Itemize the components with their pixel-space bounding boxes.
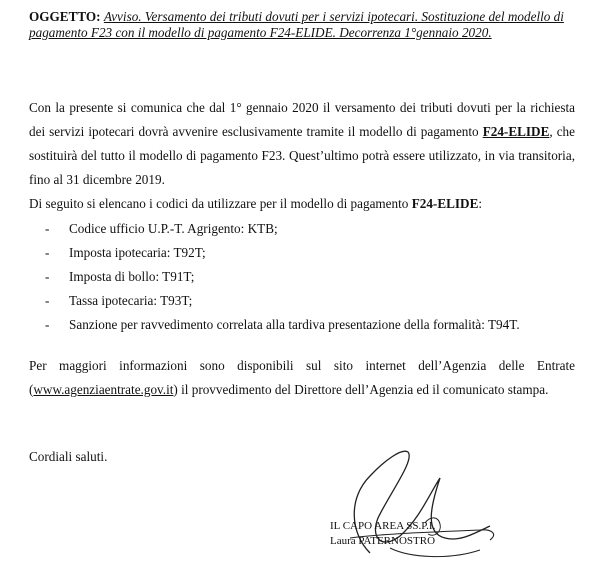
list-item-text: Sanzione per ravvedimento correlata alla tardiva presentazione della formalità: T94T. xyxy=(69,317,520,332)
more-info-text-1: Per maggiori informazioni sono disponibili sul sito internet dell’Agenzia delle Entrate ( xyxy=(29,358,575,397)
list-item-text: Codice ufficio U.P.-T. Agrigento: KTB; xyxy=(69,221,278,236)
list-item-text: Tassa ipotecaria: T93T; xyxy=(69,293,193,308)
signatory-name: Laura PATERNOSTRO xyxy=(330,535,436,547)
intro-text-1: Con la presente si comunica che dal 1° gennaio 2020 il versamento dei tributi dovuti per la richiesta dei servizi ipotecari dovrà avvenire esclusivamente tramite il modello di pagamento xyxy=(29,100,575,139)
more-info-text-2: ) il provvedimento del Direttore dell’Agenzia ed il comunicato stampa. xyxy=(173,382,549,397)
list-dash: - xyxy=(45,293,50,308)
subject-label: OGGETTO: xyxy=(29,9,101,24)
signature-block xyxy=(330,438,510,568)
intro-paragraph xyxy=(29,96,575,216)
list-dash: - xyxy=(45,317,50,332)
subject xyxy=(29,9,574,41)
codes-colon: : xyxy=(478,196,483,211)
list-item xyxy=(45,217,575,241)
closing-greeting: Cordiali saluti. xyxy=(29,449,108,464)
subject-text: Avviso. Versamento dei tributi dovuti per i servizi ipotecari. Sostituzione del modello di pagamento F23 con il modello di pagamento F24-ELIDE. Decorrenza 1°gennaio 2020. xyxy=(29,9,564,40)
list-item xyxy=(45,289,575,313)
signatory-title: IL CAPO AREA SS.P.I. xyxy=(330,520,436,532)
list-dash: - xyxy=(45,269,50,284)
website-link[interactable]: www.agenziaentrate.gov.it xyxy=(33,382,174,397)
codes-model-name: F24-ELIDE xyxy=(411,196,479,211)
codes-list xyxy=(45,217,575,337)
list-item xyxy=(45,241,575,265)
more-info-paragraph xyxy=(29,354,575,402)
list-dash: - xyxy=(45,221,50,236)
intro-model-name: F24-ELIDE xyxy=(482,124,550,139)
list-item-text: Imposta ipotecaria: T92T; xyxy=(69,245,206,260)
handwritten-signature xyxy=(330,438,510,568)
intro-text-2: , che sostituirà del tutto il modello di pagamento F23. Quest’ultimo potrà essere utilizzato, in via transitoria, fino al 31 dicembre 2019. xyxy=(29,124,575,187)
codes-intro-text: Di seguito si elencano i codici da utilizzare per il modello di pagamento xyxy=(29,196,412,211)
list-item xyxy=(45,313,575,337)
list-item-text: Imposta di bollo: T91T; xyxy=(69,269,195,284)
list-dash: - xyxy=(45,245,50,260)
list-item xyxy=(45,265,575,289)
